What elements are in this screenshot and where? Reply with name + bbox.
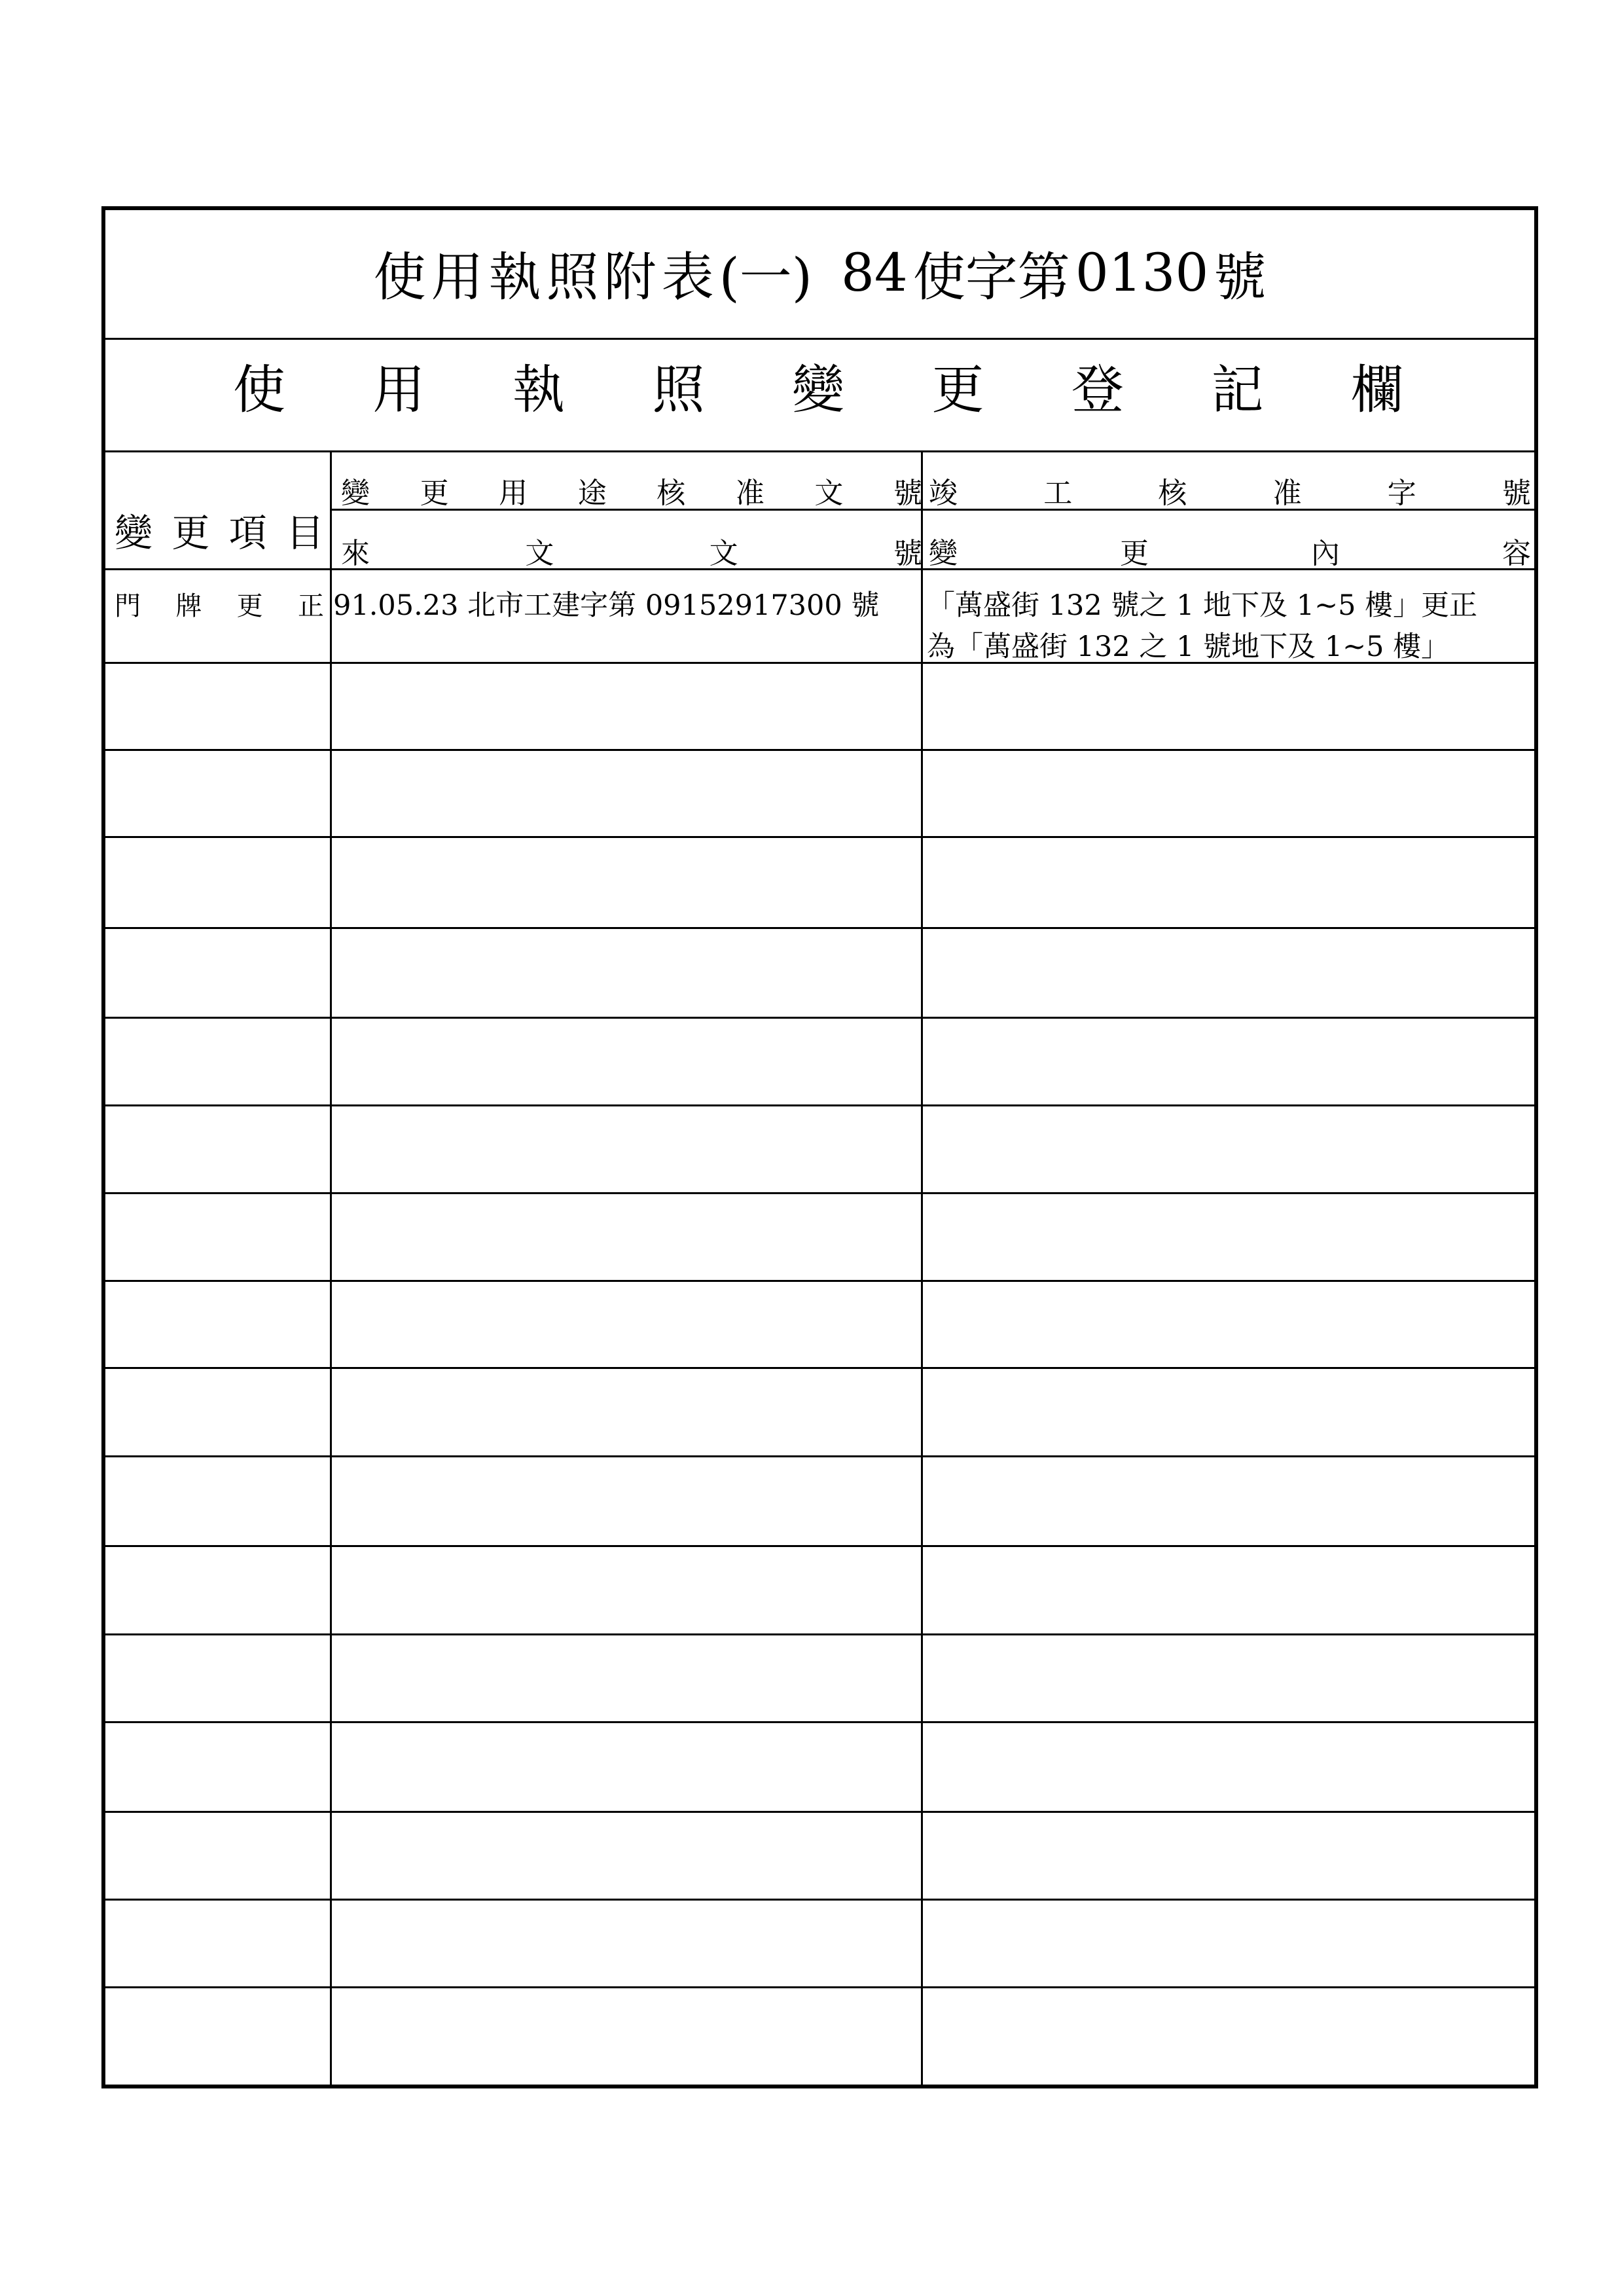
row-rule <box>105 1280 1534 1282</box>
row-rule <box>105 749 1534 751</box>
header-char: 字 <box>1387 477 1416 510</box>
subtitle-char: 記 <box>1211 359 1264 420</box>
row-rule <box>105 1633 1534 1635</box>
title-char: 用 <box>431 246 484 308</box>
subtitle-char: 變 <box>792 359 844 420</box>
header-char: 竣 <box>929 477 958 510</box>
row-item-char: 更 <box>236 591 263 621</box>
row-rule <box>105 927 1534 929</box>
header-char: 工 <box>1043 477 1073 510</box>
subtitle-char: 更 <box>931 359 984 420</box>
row-rule <box>105 1017 1534 1019</box>
subtitle-char: 欄 <box>1351 359 1403 420</box>
row-rule <box>105 1104 1534 1106</box>
title-char: 附 <box>603 246 656 308</box>
row-rule <box>105 1986 1534 1988</box>
row-item-char: 正 <box>297 591 324 621</box>
header-change-item <box>115 484 324 575</box>
header-char: 目 <box>285 511 324 555</box>
rule-below-subtitle <box>105 450 1534 452</box>
title-char: 號 <box>1214 246 1267 308</box>
header-char: 更 <box>171 511 210 555</box>
header-char: 變 <box>115 511 153 555</box>
header-char: 文 <box>525 537 554 570</box>
col-rule-1 <box>330 450 332 2085</box>
row-item <box>115 581 324 627</box>
header-char: 文 <box>709 537 738 570</box>
header-char: 核 <box>656 477 686 510</box>
header-char: 核 <box>1158 477 1187 510</box>
row-rule <box>105 1455 1534 1457</box>
row-reference: 91.05.23 北市工建字第 09152917300 號 <box>333 589 880 622</box>
header-char: 號 <box>1501 477 1531 510</box>
title-char: 使 <box>373 246 426 308</box>
header-char: 號 <box>893 537 922 570</box>
header-char: 來 <box>341 537 370 570</box>
subtitle-char: 執 <box>512 359 565 420</box>
col-rule-2 <box>921 450 923 2085</box>
row-content-line-2: 為「萬盛街 132 之 1 號地下及 1~5 樓」 <box>927 630 1450 663</box>
header-char: 內 <box>1311 537 1340 570</box>
header-char: 更 <box>1120 537 1149 570</box>
form-table <box>101 206 1538 2088</box>
title-char: 照 <box>546 246 599 308</box>
row-content-line-1: 「萬盛街 132 號之 1 地下及 1~5 樓」更正 <box>927 589 1478 622</box>
header-char: 准 <box>1272 477 1302 510</box>
row-rule <box>105 1721 1534 1723</box>
row-item-char: 牌 <box>175 591 202 621</box>
header-approval-number <box>341 464 922 517</box>
subtitle-char: 登 <box>1071 359 1124 420</box>
header-completion-approval <box>929 464 1531 517</box>
title-char: (一) <box>719 246 813 308</box>
header-char: 用 <box>499 477 528 510</box>
header-change-content <box>929 524 1531 577</box>
row-rule <box>105 1367 1534 1369</box>
row-item-char: 門 <box>115 591 141 621</box>
page-title <box>256 223 1384 321</box>
header-incoming-reference <box>341 524 922 577</box>
title-char: 0130 <box>1075 242 1209 303</box>
header-char: 文 <box>814 477 844 510</box>
title-char: 使字第 <box>912 246 1070 308</box>
header-char: 途 <box>577 477 607 510</box>
header-char: 更 <box>420 477 449 510</box>
section-title <box>233 336 1403 434</box>
header-char: 號 <box>893 477 922 510</box>
header-char: 准 <box>735 477 764 510</box>
title-char: 表 <box>661 246 714 308</box>
header-char: 容 <box>1502 537 1531 570</box>
subtitle-char: 照 <box>652 359 705 420</box>
row-rule <box>105 836 1534 838</box>
subtitle-char: 使 <box>233 359 285 420</box>
title-char: 執 <box>488 246 541 308</box>
row-rule <box>105 1811 1534 1813</box>
row-rule <box>105 1545 1534 1547</box>
title-char: 84 <box>841 242 908 303</box>
subtitle-char: 用 <box>372 359 425 420</box>
header-char: 變 <box>341 477 370 510</box>
header-char: 項 <box>228 511 267 555</box>
row-rule <box>105 1899 1534 1901</box>
row-rule <box>105 1192 1534 1194</box>
header-char: 變 <box>929 537 958 570</box>
